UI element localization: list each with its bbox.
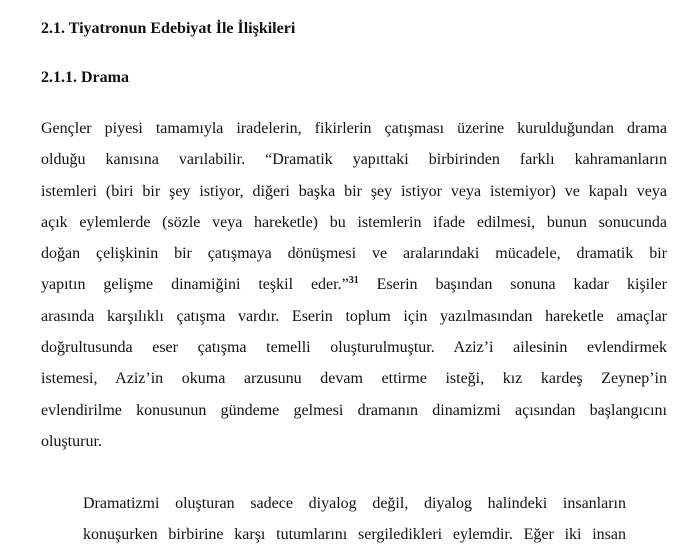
paragraph-line: konuşurken birbirine karşı tutumlarını sergiledikleri eylemdir. Eğer iki insan — [83, 526, 626, 544]
subsection-heading: 2.1.1. Drama — [41, 69, 129, 86]
section-heading: 2.1. Tiyatronun Edebiyat İle İlişkileri — [41, 20, 296, 37]
paragraph-line: istemleri (biri bir şey istiyor, diğeri başka bir şey istiyor veya istemiyor) ve kapalı veya — [41, 182, 667, 200]
paragraph-line: açık eylemlerde (sözle veya hareketle) bu istemlerin ifade edilmesi, bunun sonucunda — [41, 213, 667, 231]
paragraph-line: Gençler piyesi tamamıyla iradelerin, fikirlerin çatışması üzerine kurulduğundan drama — [41, 120, 667, 137]
continuation-text: Eserin başından sonuna kadar kişiler — [376, 276, 667, 294]
paragraph-line-with-footnote — [41, 275, 667, 306]
paragraph-line: evlendirilme konusunun gündeme gelmesi dramanın dinamizmi açısından başlangıcını — [41, 401, 667, 419]
body-paragraph-2 — [83, 494, 626, 557]
body-paragraph-1 — [41, 119, 667, 463]
footnote-reference[interactable]: 31 — [348, 275, 359, 287]
paragraph-line: doğan çelişkinin bir çatışmaya dönüşmesi ve aralarındaki mücadele, dramatik bir — [41, 245, 667, 263]
paragraph-line: Dramatizmi oluşturan sadece diyalog değil, diyalog halindeki insanların — [83, 495, 626, 512]
quote-end-text: yapıtın gelişme dinamiğini teşkil eder.” — [41, 276, 349, 294]
paragraph-line: doğrultusunda eser çatışma temelli oluşturulmuştur. Aziz’i ailesinin evlendirmek — [41, 339, 667, 357]
paragraph-line-last: oluşturur. — [41, 432, 102, 450]
paragraph-line: olduğu kanısına varılabilir. “Dramatik yapıttaki birbirinden farklı kahramanların — [41, 151, 667, 169]
paragraph-line: arasında karşılıklı çatışma vardır. Eserin toplum için yazılmasından hareketle amaçlar — [41, 307, 667, 325]
paragraph-line: istemesi, Aziz’in okuma arzusunu devam ettirme isteği, kız kardeş Zeynep’in — [41, 370, 667, 388]
